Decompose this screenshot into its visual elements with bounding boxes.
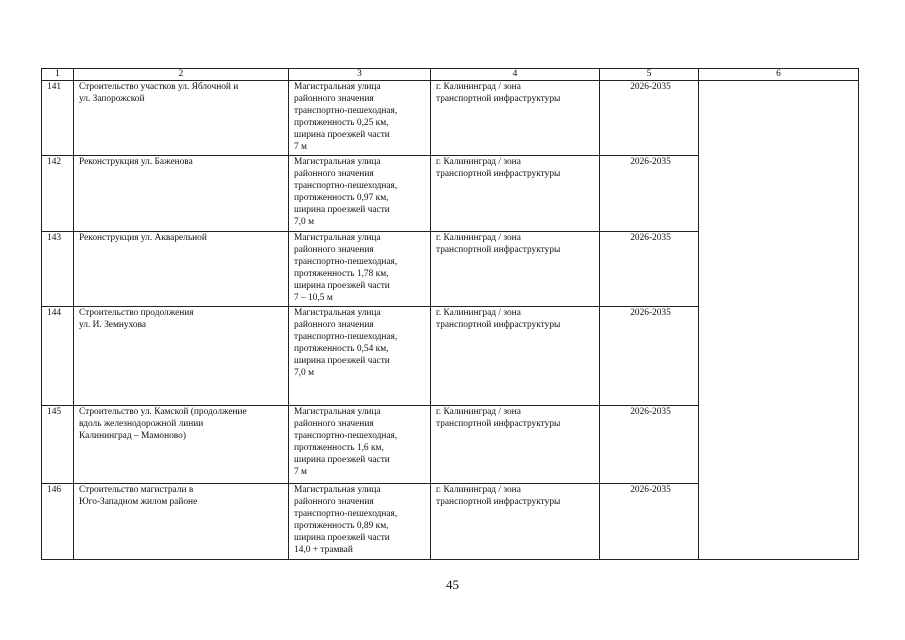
project-description [289,156,431,232]
project-description-line: ширина проезжей части [294,130,390,141]
header-col-4: 4 [431,69,600,81]
page-number: 45 [446,577,459,592]
row-number: 145 [42,406,74,484]
project-location [431,307,600,406]
project-name-line: Строительство продолжения [79,308,194,318]
project-location [431,81,600,156]
row-number: 144 [42,307,74,406]
project-description-line: районного значения [294,320,374,331]
notes-column-empty [699,81,859,560]
project-name-line: ул. И. Земнухова [79,320,147,331]
project-name-line: ул. Запорожской [79,94,145,105]
project-description-line: протяженность 1,6 км, [294,443,384,454]
project-location [431,406,600,484]
project-description-line: районного значения [294,169,374,180]
project-location-line: г. Калининград / зона [436,233,521,243]
project-years: 2026-2035 [600,232,699,307]
project-location-line: транспортной инфраструктуры [436,320,561,331]
project-name-line: Строительство магистрали в [79,485,194,495]
project-name-line: Реконструкция ул. Баженова [79,157,193,167]
project-description-line: 7,0 м [294,368,314,379]
project-description-line: ширина проезжей части [294,281,390,292]
project-location-line: транспортной инфраструктуры [436,94,561,105]
project-location-line: транспортной инфраструктуры [436,169,561,180]
project-location [431,156,600,232]
row-number: 143 [42,232,74,307]
project-description-line: транспортно-пешеходная, [294,509,398,520]
project-description-line: 14,0 + трамвай [294,545,353,556]
project-location-line: г. Калининград / зона [436,485,521,495]
project-description-line: районного значения [294,497,374,508]
projects-table [41,68,859,560]
project-location [431,232,600,307]
project-description-line: Магистральная улица [294,308,381,318]
project-description-line: транспортно-пешеходная, [294,181,398,192]
project-description-line: транспортно-пешеходная, [294,332,398,343]
project-location-line: г. Калининград / зона [436,308,521,318]
project-description-line: 7 – 10,5 м [294,293,333,304]
project-description-line: транспортно-пешеходная, [294,431,398,442]
header-col-2: 2 [74,69,289,81]
row-number: 141 [42,81,74,156]
project-description-line: Магистральная улица [294,233,381,243]
project-description-line: Магистральная улица [294,407,381,417]
project-name-line: Юго-Западном жилом районе [79,497,198,508]
project-name-line: Строительство участков ул. Яблочной и [79,82,239,92]
project-name [74,232,289,307]
project-description-line: Магистральная улица [294,82,381,92]
project-description-line: ширина проезжей части [294,533,390,544]
project-description-line: транспортно-пешеходная, [294,257,398,268]
row-number: 146 [42,484,74,560]
row-number: 142 [42,156,74,232]
project-location-line: транспортной инфраструктуры [436,497,561,508]
table-row [42,81,859,156]
project-name [74,406,289,484]
header-col-5: 5 [600,69,699,81]
project-name [74,484,289,560]
project-location-line: г. Калининград / зона [436,157,521,167]
project-name [74,307,289,406]
project-location-line: транспортной инфраструктуры [436,419,561,430]
project-description [289,484,431,560]
project-location [431,484,600,560]
table-header-row [42,69,859,81]
project-description-line: районного значения [294,419,374,430]
header-col-1: 1 [42,69,74,81]
project-name [74,81,289,156]
project-description-line: ширина проезжей части [294,356,390,367]
header-col-6: 6 [699,69,859,81]
project-description-line: протяженность 0,97 км, [294,193,389,204]
project-description-line: протяженность 0,89 км, [294,521,389,532]
project-description [289,232,431,307]
project-name-line: Строительство ул. Камской (продолжение [79,407,247,417]
project-description [289,81,431,156]
project-description-line: протяженность 1,78 км, [294,269,389,280]
project-description-line: 7,0 м [294,217,314,228]
project-description-line: 7 м [294,142,307,153]
project-name-line: Реконструкция ул. Акварельной [79,233,207,243]
project-location-line: г. Калининград / зона [436,82,521,92]
project-description-line: районного значения [294,245,374,256]
project-years: 2026-2035 [600,81,699,156]
project-years: 2026-2035 [600,307,699,406]
project-description-line: ширина проезжей части [294,455,390,466]
project-location-line: г. Калининград / зона [436,407,521,417]
project-description-line: транспортно-пешеходная, [294,106,398,117]
project-description-line: 7 м [294,467,307,478]
project-description-line: ширина проезжей части [294,205,390,216]
project-name-line: Калининград – Мамоново) [79,431,186,442]
project-description-line: Магистральная улица [294,157,381,167]
project-years: 2026-2035 [600,406,699,484]
header-col-3: 3 [289,69,431,81]
project-location-line: транспортной инфраструктуры [436,245,561,256]
project-name [74,156,289,232]
project-description-line: Магистральная улица [294,485,381,495]
project-years: 2026-2035 [600,156,699,232]
project-name-line: вдоль железнодорожной линии [79,419,204,430]
project-description-line: протяженность 0,25 км, [294,118,389,129]
project-description [289,406,431,484]
project-description-line: районного значения [294,94,374,105]
project-description [289,307,431,406]
project-years: 2026-2035 [600,484,699,560]
project-description-line: протяженность 0,54 км, [294,344,389,355]
